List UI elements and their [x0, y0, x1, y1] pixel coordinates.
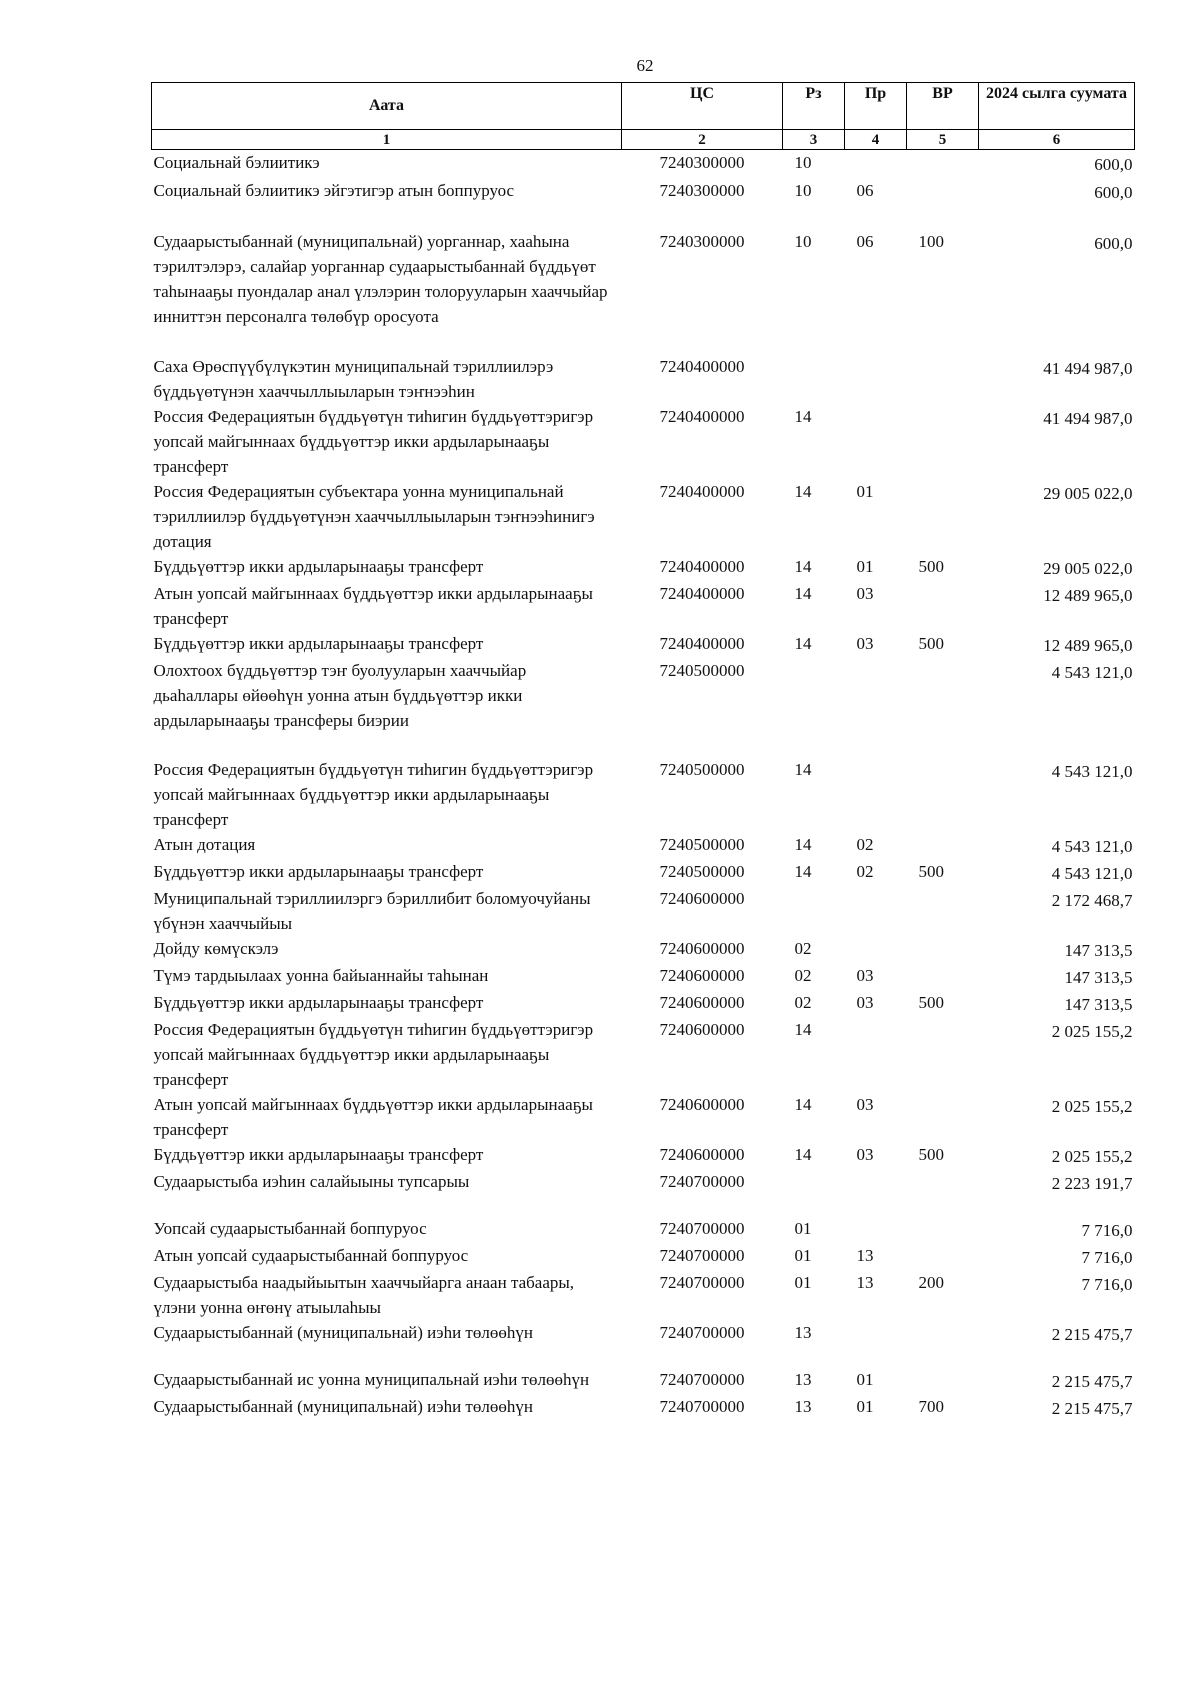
- row-cs-code: 7240700000: [659, 1246, 745, 1265]
- column-number-row: [152, 130, 1135, 150]
- row-pr: 01: [856, 1397, 874, 1416]
- row-sum: 2 215 475,7: [1051, 1325, 1133, 1344]
- row-name: Дойду көмүскэлэ: [153, 939, 279, 958]
- row-sum: 4 543 121,0: [1051, 864, 1133, 883]
- row-name: Түмэ тардыылаах уонна байыаннайы таһынан: [153, 966, 489, 985]
- row-vr: [907, 1092, 979, 1142]
- row-vr: [907, 1017, 979, 1092]
- row-rz: 14: [794, 1095, 812, 1114]
- row-pr: 01: [856, 557, 874, 576]
- row-pr: 01: [856, 1370, 874, 1389]
- row-sum: 29 005 022,0: [1043, 559, 1133, 578]
- table-row: [152, 354, 1135, 404]
- row-sum: 600,0: [1094, 234, 1133, 253]
- row-rz: 01: [794, 1246, 812, 1265]
- row-rz: 02: [794, 966, 812, 985]
- row-name: Атын дотация: [153, 835, 256, 854]
- header-rz: Рз: [783, 83, 845, 130]
- row-vr: 500: [918, 862, 944, 881]
- row-sum: 600,0: [1094, 155, 1133, 174]
- row-name: Бүддьүөттэр икки ардыларынааҕы трансферт: [153, 634, 484, 653]
- row-cs-code: 7240600000: [659, 889, 745, 908]
- row-vr: [907, 757, 979, 832]
- row-sum: 2 025 155,2: [1051, 1147, 1133, 1166]
- table-row: [152, 658, 1135, 757]
- row-name: Бүддьүөттэр икки ардыларынааҕы трансферт: [153, 1145, 484, 1164]
- row-pr: 03: [856, 966, 874, 985]
- budget-table: [151, 82, 1135, 1421]
- row-vr: [907, 354, 979, 404]
- header-cs: ЦС: [622, 83, 783, 130]
- row-name: Бүддьүөттэр икки ардыларынааҕы трансферт: [153, 557, 484, 576]
- row-rz: [783, 886, 845, 936]
- row-rz: 10: [794, 181, 812, 200]
- table-row: [152, 1367, 1135, 1394]
- header-vr: ВР: [907, 83, 979, 130]
- table-row: [152, 229, 1135, 354]
- row-vr: 200: [918, 1273, 944, 1292]
- row-vr: [907, 178, 979, 229]
- table-row: [152, 832, 1135, 859]
- row-rz: 13: [794, 1397, 812, 1416]
- row-name: Россия Федерациятын бүддьүөтүн тиһигин бүддьүөттэригэр уопсай майгыннаах бүддьүөттэр икки ардыларынааҕы трансферт: [153, 1020, 594, 1089]
- row-name: Россия Федерациятын бүддьүөтүн тиһигин бүддьүөттэригэр уопсай майгыннаах бүддьүөттэр икки ардыларынааҕы трансферт: [153, 407, 594, 476]
- row-name: Социальнай бэлиитикэ: [153, 153, 320, 172]
- row-sum: 4 543 121,0: [1051, 663, 1133, 682]
- row-cs-code: 7240600000: [659, 966, 745, 985]
- row-vr: [907, 150, 979, 179]
- header-row: [152, 83, 1135, 130]
- row-cs-code: 7240400000: [659, 634, 745, 653]
- row-pr: [845, 1017, 907, 1092]
- table-row: [152, 479, 1135, 554]
- row-vr: [907, 1243, 979, 1270]
- row-name: Бүддьүөттэр икки ардыларынааҕы трансферт: [153, 993, 484, 1012]
- row-name: Социальнай бэлиитикэ эйгэтигэр атын боппуруос: [153, 181, 515, 200]
- table-row: [152, 1169, 1135, 1216]
- table-row: [152, 178, 1135, 229]
- row-vr: [907, 1216, 979, 1243]
- row-sum: 2 025 155,2: [1051, 1097, 1133, 1116]
- row-cs-code: 7240700000: [659, 1370, 745, 1389]
- header-name: Аата: [152, 83, 622, 130]
- row-sum: 4 543 121,0: [1051, 762, 1133, 781]
- row-pr: 13: [856, 1246, 874, 1265]
- row-rz: 14: [794, 862, 812, 881]
- table-row: [152, 886, 1135, 936]
- header-pr: Пр: [845, 83, 907, 130]
- row-rz: 14: [794, 482, 812, 501]
- row-vr: 500: [918, 1145, 944, 1164]
- row-rz: 02: [794, 939, 812, 958]
- row-sum: 4 543 121,0: [1051, 837, 1133, 856]
- row-cs-code: 7240700000: [659, 1219, 745, 1238]
- row-cs-code: 7240500000: [659, 661, 745, 680]
- row-vr: [907, 832, 979, 859]
- row-cs-code: 7240400000: [659, 407, 745, 426]
- row-pr: [845, 658, 907, 757]
- row-name: Россия Федерациятын бүддьүөтүн тиһигин бүддьүөттэригэр уопсай майгыннаах бүддьүөттэр икки ардыларынааҕы трансферт: [153, 760, 594, 829]
- row-pr: 03: [856, 584, 874, 603]
- row-rz: 14: [794, 634, 812, 653]
- row-vr: 500: [918, 557, 944, 576]
- row-vr: 100: [918, 232, 944, 251]
- row-pr: [845, 1169, 907, 1216]
- row-sum: 7 716,0: [1081, 1248, 1133, 1267]
- row-sum: 7 716,0: [1081, 1275, 1133, 1294]
- table-row: [152, 1243, 1135, 1270]
- row-sum: 29 005 022,0: [1043, 484, 1133, 503]
- row-cs-code: 7240300000: [659, 181, 745, 200]
- row-vr: [907, 1320, 979, 1367]
- row-rz: 14: [794, 557, 812, 576]
- row-name: Саха Өрөспүүбүлүкэтин муниципальнай тэриллиилэрэ бүддьүөтүнэн хааччыллыыларын тэҥнээһин: [153, 357, 554, 401]
- row-pr: [845, 1320, 907, 1367]
- table-row: [152, 1092, 1135, 1142]
- row-name: Олохтоох бүддьүөттэр тэҥ буолууларын хааччыйар дьаһаллары өйөөһүн уонна атын бүддьүөттэр икки ардыларынааҕы трансферы биэрии: [153, 661, 527, 730]
- row-pr: [845, 1216, 907, 1243]
- row-vr: [907, 936, 979, 963]
- row-sum: 147 313,5: [1064, 941, 1133, 960]
- row-rz: 10: [794, 232, 812, 251]
- row-pr: [845, 150, 907, 179]
- row-cs-code: 7240700000: [659, 1273, 745, 1292]
- row-pr: 03: [856, 1095, 874, 1114]
- row-sum: 2 215 475,7: [1051, 1372, 1133, 1391]
- table-row: [152, 404, 1135, 479]
- row-pr: 03: [856, 1145, 874, 1164]
- row-cs-code: 7240400000: [659, 357, 745, 376]
- row-sum: 600,0: [1094, 183, 1133, 202]
- row-sum: 2 223 191,7: [1051, 1174, 1133, 1193]
- row-name: Муниципальнай тэриллиилэргэ бэриллибит боломуочуйаны үбүнэн хааччыйыы: [153, 889, 591, 933]
- row-vr: 500: [918, 634, 944, 653]
- row-pr: [845, 354, 907, 404]
- column-number: 1: [152, 130, 622, 150]
- row-cs-code: 7240700000: [659, 1323, 745, 1342]
- row-pr: 03: [856, 634, 874, 653]
- row-pr: 06: [856, 181, 874, 200]
- row-cs-code: 7240600000: [659, 993, 745, 1012]
- table-header: [152, 83, 1135, 150]
- row-name: Судаарыстыба наадыйыытын хааччыйарга анаан табаары, үлэни уонна өҥөнү атыылаһыы: [153, 1273, 575, 1317]
- row-pr: 02: [856, 835, 874, 854]
- row-rz: 13: [794, 1370, 812, 1389]
- row-pr: [845, 936, 907, 963]
- table-row: [152, 1142, 1135, 1169]
- row-pr: 13: [856, 1273, 874, 1292]
- row-cs-code: 7240400000: [659, 584, 745, 603]
- column-number: 6: [979, 130, 1135, 150]
- row-vr: [907, 1169, 979, 1216]
- table-row: [152, 150, 1135, 179]
- row-rz: 02: [794, 993, 812, 1012]
- table-row: [152, 757, 1135, 832]
- row-cs-code: 7240600000: [659, 939, 745, 958]
- table-row: [152, 631, 1135, 658]
- row-pr: 01: [856, 482, 874, 501]
- row-name: Судаарыстыбаннай ис уонна муниципальнай иэһи төлөөһүн: [153, 1370, 590, 1389]
- row-name: Уопсай судаарыстыбаннай боппуруос: [153, 1219, 427, 1238]
- table-row: [152, 1216, 1135, 1243]
- row-vr: [907, 404, 979, 479]
- column-number: 3: [783, 130, 845, 150]
- table-row: [152, 990, 1135, 1017]
- row-sum: 12 489 965,0: [1043, 636, 1133, 655]
- table-row: [152, 936, 1135, 963]
- row-vr: [907, 963, 979, 990]
- row-pr: 02: [856, 862, 874, 881]
- row-sum: 2 025 155,2: [1051, 1022, 1133, 1041]
- row-rz: [783, 1169, 845, 1216]
- row-name: Судаарыстыбаннай (муниципальнай) иэһи төлөөһүн: [153, 1323, 533, 1342]
- row-rz: 14: [794, 760, 812, 779]
- row-sum: 41 494 987,0: [1043, 409, 1133, 428]
- row-sum: 12 489 965,0: [1043, 586, 1133, 605]
- row-name: Атын уопсай майгыннаах бүддьүөттэр икки ардыларынааҕы трансферт: [153, 1095, 593, 1139]
- row-pr: [845, 886, 907, 936]
- table-row: [152, 963, 1135, 990]
- row-name: Атын уопсай судаарыстыбаннай боппуруос: [153, 1246, 469, 1265]
- row-name: Бүддьүөттэр икки ардыларынааҕы трансферт: [153, 862, 484, 881]
- row-rz: 14: [794, 835, 812, 854]
- row-rz: 01: [794, 1273, 812, 1292]
- row-sum: 41 494 987,0: [1043, 359, 1133, 378]
- row-vr: [907, 658, 979, 757]
- row-rz: 14: [794, 1020, 812, 1039]
- row-vr: [907, 479, 979, 554]
- row-name: Судаарыстыбаннай (муниципальнай) уорганнар, хааһына тэрилтэлэрэ, салайар уорганнар судаарыстыбаннай бүддьүөт таһынааҕы пуондалар анал үлэлэрин толорууларын хааччыйар инниттэн персоналга төлөбүр оросуота: [153, 232, 608, 326]
- table-row: [152, 1320, 1135, 1367]
- row-cs-code: 7240300000: [659, 153, 745, 172]
- row-vr: 700: [918, 1397, 944, 1416]
- row-pr: 06: [856, 232, 874, 251]
- row-vr: [907, 581, 979, 631]
- row-sum: 2 215 475,7: [1051, 1399, 1133, 1418]
- table-row: [152, 859, 1135, 886]
- row-pr: [845, 757, 907, 832]
- row-vr: [907, 1367, 979, 1394]
- row-vr: 500: [918, 993, 944, 1012]
- row-vr: [907, 886, 979, 936]
- row-cs-code: 7240600000: [659, 1020, 745, 1039]
- column-number: 4: [845, 130, 907, 150]
- table-row: [152, 554, 1135, 581]
- row-sum: 2 172 468,7: [1051, 891, 1133, 910]
- row-rz: 14: [794, 1145, 812, 1164]
- row-name: Россия Федерациятын субъектара уонна муниципальнай тэриллиилэр бүддьүөтүнэн хааччыллыыларын тэҥнээһинигэ дотация: [153, 482, 595, 551]
- row-rz: 14: [794, 584, 812, 603]
- row-name: Судаарыстыбаннай (муниципальнай) иэһи төлөөһүн: [153, 1397, 533, 1416]
- column-number: 2: [622, 130, 783, 150]
- column-number: 5: [907, 130, 979, 150]
- row-cs-code: 7240300000: [659, 232, 745, 251]
- table-body: [152, 150, 1135, 1422]
- row-sum: 7 716,0: [1081, 1221, 1133, 1240]
- row-cs-code: 7240400000: [659, 557, 745, 576]
- header-sum: 2024 сылга суумата: [979, 83, 1135, 130]
- row-sum: 147 313,5: [1064, 968, 1133, 987]
- row-rz: 01: [794, 1219, 812, 1238]
- row-cs-code: 7240500000: [659, 862, 745, 881]
- row-cs-code: 7240600000: [659, 1145, 745, 1164]
- row-cs-code: 7240500000: [659, 760, 745, 779]
- row-cs-code: 7240700000: [659, 1397, 745, 1416]
- row-pr: [845, 404, 907, 479]
- row-name: Судаарыстыба иэһин салайыыны тупсарыы: [153, 1172, 470, 1191]
- table-row: [152, 1394, 1135, 1421]
- page-number: 62: [636, 56, 654, 75]
- row-cs-code: 7240600000: [659, 1095, 745, 1114]
- row-rz: 14: [794, 407, 812, 426]
- row-rz: 10: [794, 153, 812, 172]
- table-row: [152, 1270, 1135, 1320]
- table-row: [152, 581, 1135, 631]
- row-cs-code: 7240400000: [659, 482, 745, 501]
- row-cs-code: 7240700000: [659, 1172, 745, 1191]
- row-cs-code: 7240500000: [659, 835, 745, 854]
- row-rz: [783, 354, 845, 404]
- row-name: Атын уопсай майгыннаах бүддьүөттэр икки ардыларынааҕы трансферт: [153, 584, 593, 628]
- row-rz: [783, 658, 845, 757]
- row-pr: 03: [856, 993, 874, 1012]
- row-sum: 147 313,5: [1064, 995, 1133, 1014]
- row-rz: 13: [794, 1323, 812, 1342]
- table-row: [152, 1017, 1135, 1092]
